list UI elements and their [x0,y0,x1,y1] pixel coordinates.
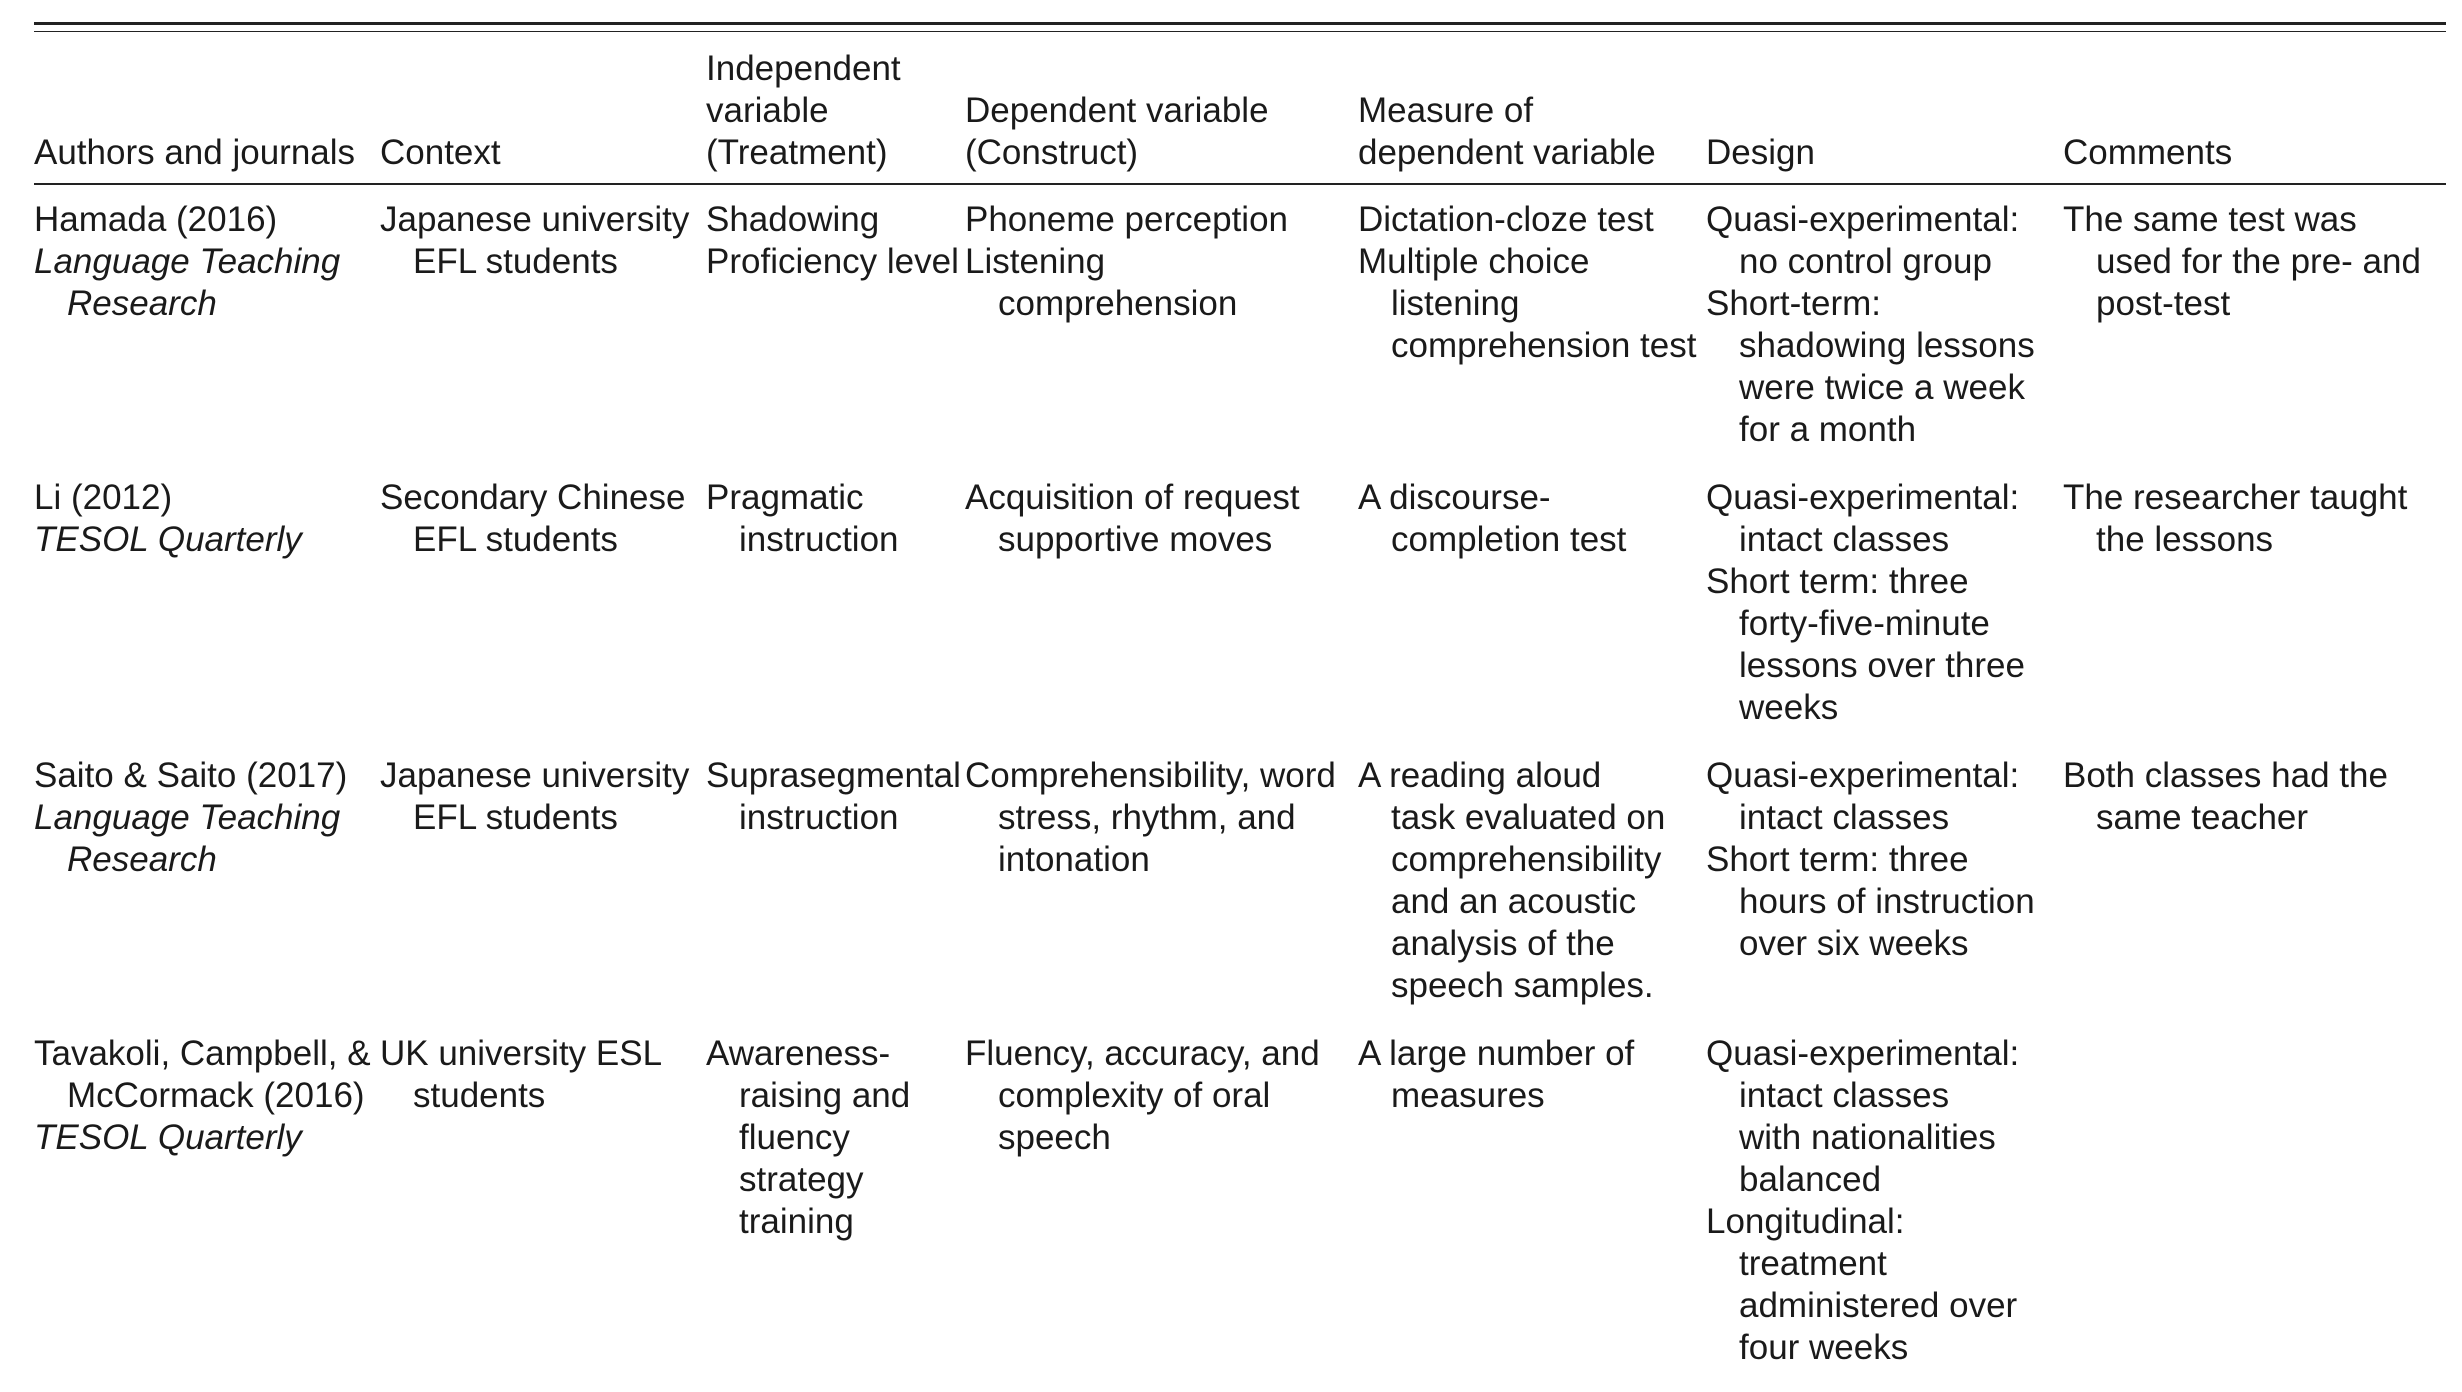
header-comments: Comments [2063,133,2233,172]
row-3-independent: Suprasegmental instruction [706,756,961,837]
row-4-authors: Tavakoli, Campbell, & McCormack (2016) TESOL Quarterly [34,1034,371,1157]
row-3-design: Quasi-experimental: intact classes Short term: three hours of instruction over six weeks [1706,756,2035,963]
header-rule [34,183,2446,185]
row-2-independent: Pragmatic instruction [706,478,899,559]
header-authors: Authors and journals [34,133,356,172]
row-2-measure: A discourse- completion test [1358,478,1627,559]
row-2-dependent: Acquisition of request supportive moves [965,478,1300,559]
row-3-comments: Both classes had the same teacher [2063,756,2388,837]
header-independent-variable: Independent variable (Treatment) [706,49,901,172]
row-2-context: Secondary Chinese EFL students [380,478,686,559]
row-3-context: Japanese university EFL students [380,756,690,837]
row-3-authors: Saito & Saito (2017) Language Teaching Research [34,756,348,879]
row-1-dependent: Phoneme perception Listening comprehension [965,200,1288,323]
table-top-rule-thin [34,31,2446,32]
header-measure: Measure of dependent variable [1358,91,1656,172]
header-dependent-variable: Dependent variable (Construct) [965,91,1269,172]
row-1-context: Japanese university EFL students [380,200,690,281]
row-3-measure: A reading aloud task evaluated on comprehensibility and an acoustic analysis of the speech samples. [1358,756,1666,1005]
table-top-rule [34,22,2446,25]
row-4-measure: A large number of measures [1358,1034,1635,1115]
header-context: Context [380,133,501,172]
row-1-comments: The same test was used for the pre- and post-test [2063,200,2421,323]
row-1-authors: Hamada (2016) Language Teaching Research [34,200,341,323]
header-design: Design [1706,133,1815,172]
row-2-comments: The researcher taught the lessons [2063,478,2408,559]
row-2-authors: Li (2012) TESOL Quarterly [34,478,302,559]
row-1-design: Quasi-experimental: no control group Short-term: shadowing lessons were twice a week for a month [1706,200,2035,449]
row-2-design: Quasi-experimental: intact classes Short term: three forty-five-minute lessons over three weeks [1706,478,2025,727]
row-4-design: Quasi-experimental: intact classes with nationalities balanced Longitudinal: treatment administered over four weeks [1706,1034,2020,1367]
row-3-dependent: Comprehensibility, word stress, rhythm, and intonation [965,756,1336,879]
row-4-independent: Awareness- raising and fluency strategy training [706,1034,911,1241]
row-4-context: UK university ESL students [380,1034,663,1115]
row-1-measure: Dictation-cloze test Multiple choice listening comprehension test [1358,200,1697,365]
row-1-independent: Shadowing Proficiency level [706,200,959,281]
row-4-dependent: Fluency, accuracy, and complexity of oral speech [965,1034,1320,1157]
